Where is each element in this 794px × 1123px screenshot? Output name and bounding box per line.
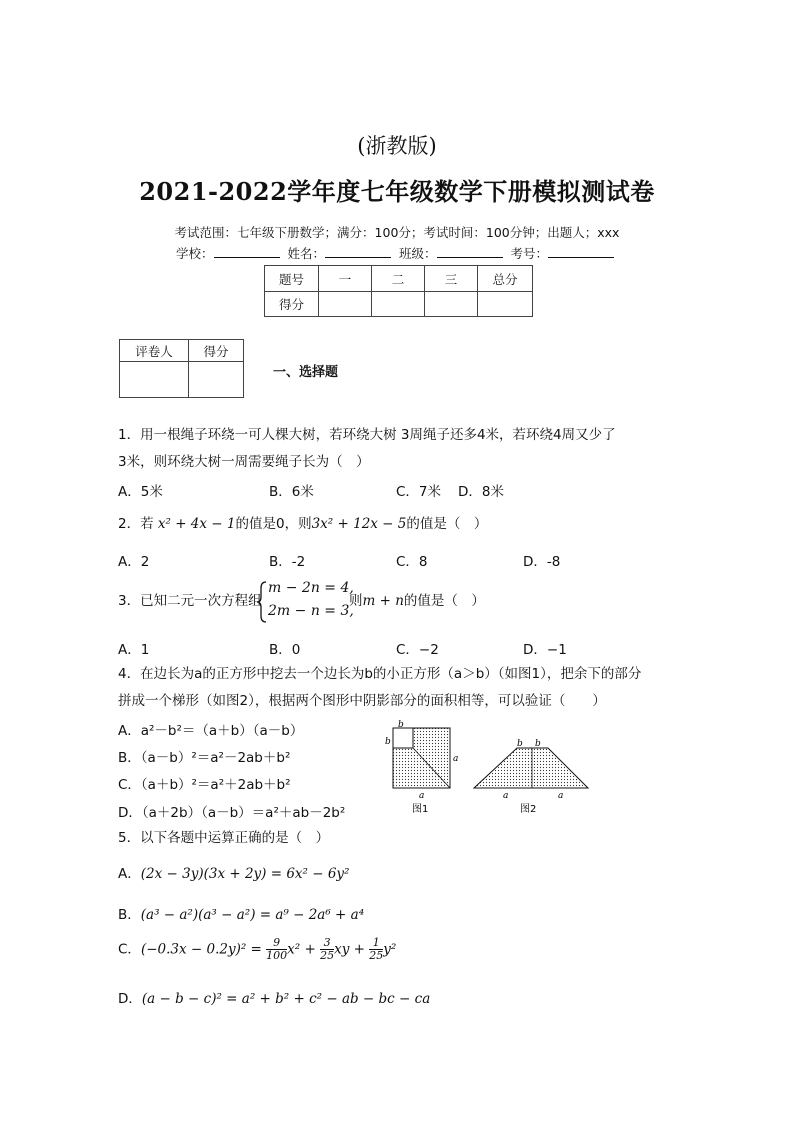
fig1-label-a-right: a <box>453 754 459 764</box>
score-cell[interactable] <box>478 292 533 317</box>
q5-option-a[interactable]: A．(2x − 3y)(3x + 2y) = 6x² − 6y² <box>118 866 350 882</box>
q2-option-d[interactable]: D．-8 <box>523 554 561 570</box>
fig2-label-b2: b <box>535 739 541 749</box>
q4-option-c[interactable]: C．（a＋b）²＝a²＋2ab＋b² <box>118 777 291 793</box>
q1-option-d[interactable]: D．8米 <box>458 484 504 500</box>
q2-expr1: x² + 4x − 1 <box>157 516 236 532</box>
grader-cell[interactable] <box>189 362 244 398</box>
score-row-label: 得分 <box>265 292 319 317</box>
q3-option-c[interactable]: C．−2 <box>396 642 439 658</box>
q4-line1: 4．在边长为a的正方形中挖去一个边长为b的小正方形（a＞b）（如图1），把余下的部分 <box>118 666 642 682</box>
fig1-label-b-left: b <box>385 737 391 747</box>
score-table-header: 题号 <box>265 266 319 292</box>
grader-cell[interactable] <box>120 362 189 398</box>
q3-prefix: 3．已知二元一次方程组 <box>118 593 262 609</box>
score-table-header: 一 <box>319 266 372 292</box>
edition-label: (浙教版) <box>357 134 437 158</box>
q3-option-b[interactable]: B．0 <box>269 642 301 658</box>
q3-tail: 则m + n的值是（ ） <box>349 593 485 609</box>
grader-header: 评卷人 <box>120 340 189 362</box>
q2-stem: 2．若 x² + 4x − 1的值是0，则3x² + 12x − 5的值是（ ） <box>118 516 488 532</box>
fig1-caption: 图1 <box>412 804 429 813</box>
q3-eq2: 2m − n = 3, <box>268 603 354 619</box>
score-cell[interactable] <box>372 292 425 317</box>
fig1-label-a-bottom: a <box>419 791 425 801</box>
number-blank[interactable] <box>548 246 614 258</box>
section-title: 一、选择题 <box>273 365 339 380</box>
score-table-header: 二 <box>372 266 425 292</box>
figure2-trapezoid <box>474 748 588 788</box>
fig1-label-b-top: b <box>398 720 404 730</box>
fig2-label-b1: b <box>517 739 523 749</box>
page-title: 2021-2022学年度七年级数学下册模拟测试卷 <box>139 177 655 206</box>
q1-line1: 1．用一根绳子环绕一可人棵大树，若环绕大树 3周绳子还多4米，若环绕4周又少了 <box>118 427 616 443</box>
q3-option-d[interactable]: D．−1 <box>523 642 567 658</box>
q2-expr2: 3x² + 12x − 5 <box>311 516 407 532</box>
q5-option-b[interactable]: B．(a³ − a²)(a³ − a²) = a⁹ − 2a⁶ + a⁴ <box>118 907 365 923</box>
score-table <box>264 265 533 317</box>
q2-option-c[interactable]: C．8 <box>396 554 428 570</box>
figure1-square <box>393 728 450 788</box>
q4-figures <box>380 718 600 813</box>
q1-option-c[interactable]: C．7米 <box>396 484 442 500</box>
school-blank[interactable] <box>214 246 280 258</box>
q3-expr: m + n <box>362 593 404 609</box>
grader-header: 得分 <box>189 340 244 362</box>
school-label: 学校： <box>175 246 214 261</box>
grader-table <box>119 339 244 398</box>
q5-option-c[interactable]: C．(−0.3x − 0.2y)² = $\frac{9}{100}$ x² + $\frac{3}{25}$ xy + $\frac{1}{25}$ y² <box>118 936 397 962</box>
name-label: 姓名： <box>287 246 325 261</box>
q1-line2: 3米，则环绕大树一周需要绳子长为（ ） <box>118 454 370 470</box>
fig2-label-a1: a <box>503 791 509 801</box>
q2-option-a[interactable]: A．2 <box>118 554 150 570</box>
class-blank[interactable] <box>437 246 503 258</box>
q1-option-b[interactable]: B．6米 <box>269 484 314 500</box>
score-table-header: 总分 <box>478 266 533 292</box>
name-blank[interactable] <box>325 246 391 258</box>
q5-stem: 5．以下各题中运算正确的是（ ） <box>118 830 330 846</box>
q5-option-d[interactable]: D．(a − b − c)² = a² + b² + c² − ab − bc − ca <box>118 991 431 1007</box>
fig2-caption: 图2 <box>520 804 537 813</box>
q3-brace <box>256 580 268 624</box>
score-cell[interactable] <box>425 292 478 317</box>
exam-info: 考试范围：七年级下册数学；满分：100分；考试时间：100分钟；出题人；xxx <box>174 225 620 240</box>
number-label: 考号： <box>510 246 548 261</box>
score-table-header: 三 <box>425 266 478 292</box>
q4-line2: 拼成一个梯形（如图2），根据两个图形中阴影部分的面积相等，可以验证（ ） <box>118 693 606 709</box>
q3-option-a[interactable]: A．1 <box>118 642 150 658</box>
class-label: 班级： <box>398 246 437 261</box>
student-info-line <box>0 244 794 262</box>
q4-option-a[interactable]: A．a²－b²＝（a＋b）（a－b） <box>118 723 304 739</box>
q2-option-b[interactable]: B．-2 <box>269 554 306 570</box>
score-cell[interactable] <box>319 292 372 317</box>
q4-option-b[interactable]: B．（a－b）²＝a²－2ab＋b² <box>118 750 291 766</box>
q3-eq1: m − 2n = 4, <box>268 580 354 596</box>
fig2-label-a2: a <box>558 791 564 801</box>
q1-option-a[interactable]: A．5米 <box>118 484 163 500</box>
q4-option-d[interactable]: D．（a＋2b）（a－b）＝a²＋ab－2b² <box>118 805 346 821</box>
